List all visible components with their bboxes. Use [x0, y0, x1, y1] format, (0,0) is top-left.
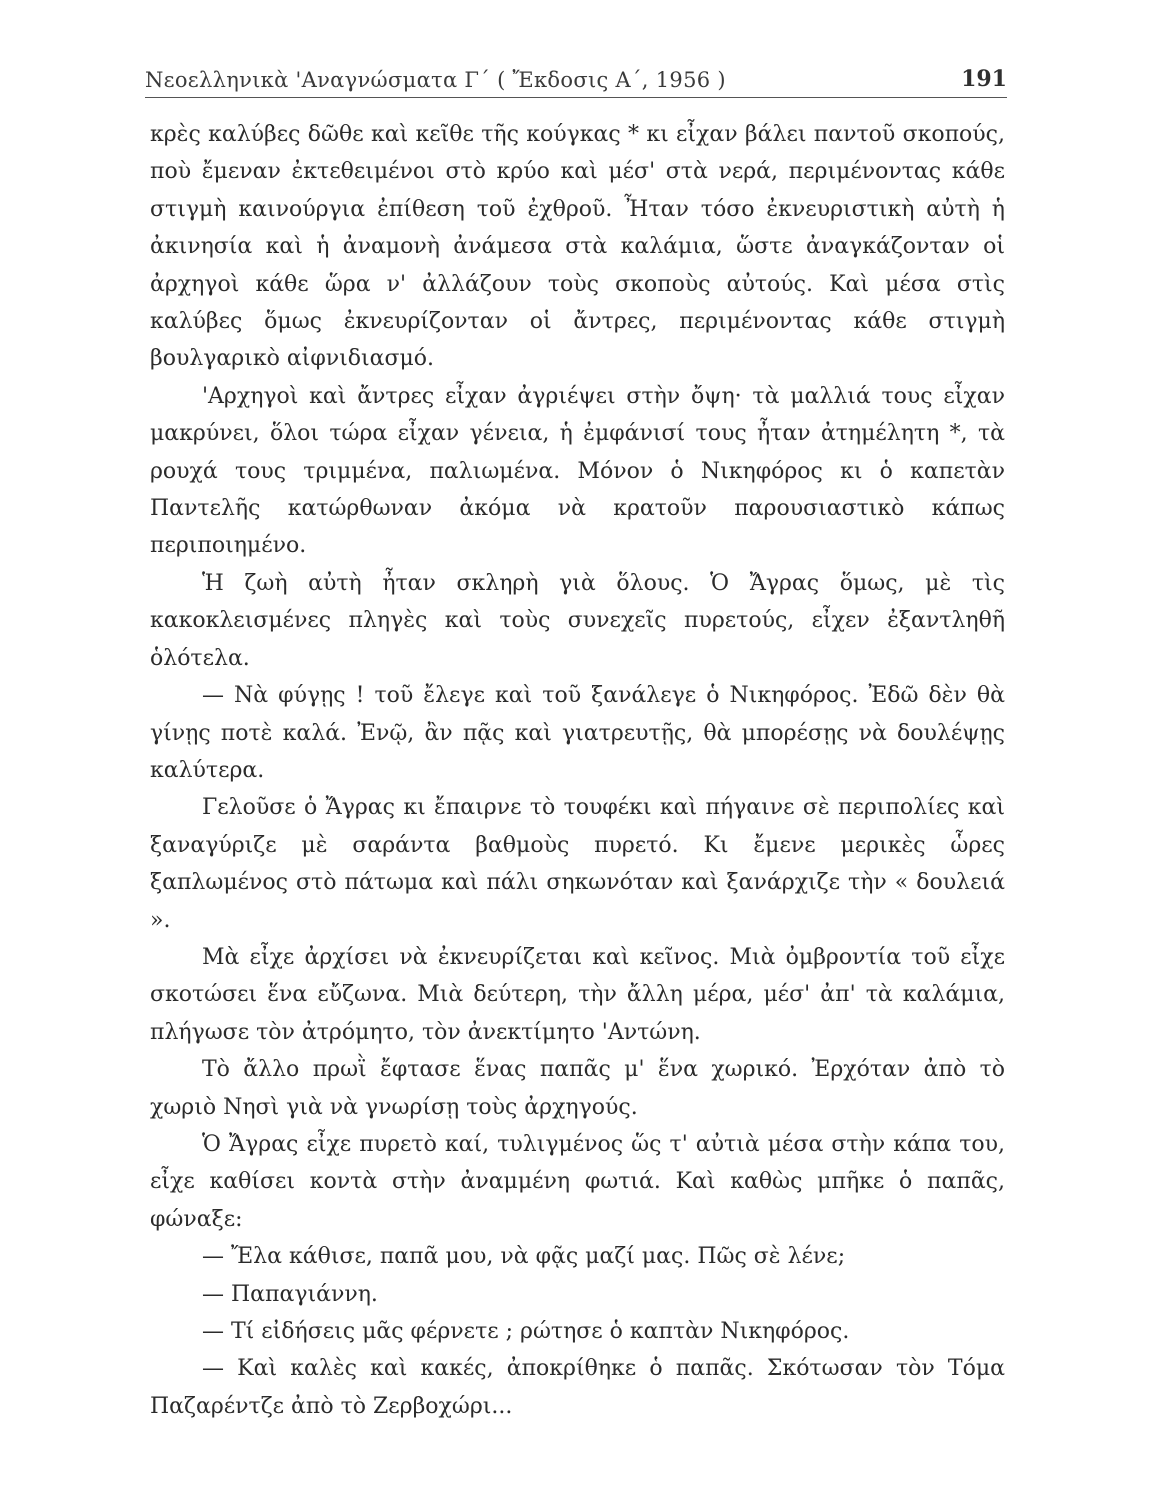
header-rule: [145, 97, 1007, 98]
paragraph-6: Τὸ ἄλλο πρωῒ ἔφτασε ἕνας παπᾶς μ' ἕνα χωρικό. Ἐρχόταν ἀπὸ τὸ χωριὸ Νησὶ γιὰ νὰ γνωρίσῃ τοὺς ἀρχηγούς.: [150, 1057, 1005, 1120]
dialog-line-2: — Ἔλα κάθισε, παπᾶ μου, νὰ φᾷς μαζί μας. Πῶς σὲ λένε;: [202, 1244, 846, 1270]
paragraph-7: Ὁ Ἄγρας εἶχε πυρετὸ καί, τυλιγμένος ὥς τ' αὐτιὰ μέσα στὴν κάπα του, εἶχε καθίσει κοντὰ στὴν ἀναμμένη φωτιά. Καὶ καθὼς μπῆκε ὁ παπᾶς, φώναξε:: [150, 1131, 1005, 1232]
paragraph-4: Γελοῦσε ὁ Ἄγρας κι ἔπαιρνε τὸ τουφέκι καὶ πήγαινε σὲ περιπολίες καὶ ξαναγύριζε μὲ σαράντα βαθμοὺς πυρετό. Κι ἔμενε μερικὲς ὧρες ξαπλωμένος στὸ πάτωμα καὶ πάλι σηκωνόταν καὶ ξανάρχιζε τὴν « δουλειά ».: [150, 795, 1005, 933]
body-text: [150, 116, 1005, 1425]
running-title: Νεοελληνικὰ 'Αναγνώσματα Γ΄ ( Ἔκδοσις Α΄, 1956 ): [145, 68, 726, 92]
paragraph-1: κρὲς καλύβες δῶθε καὶ κεῖθε τῆς κούγκας * κι εἶχαν βάλει παντοῦ σκοπούς, ποὺ ἔμεναν ἐκτεθειμένοι στὸ κρύο καὶ μέσ' στὰ νερά, περιμένοντας κάθε στιγμὴ καινούργια ἐπίθεση τοῦ ἐχθροῦ. Ἦταν τόσο ἐκνευριστικὴ αὐτὴ ἡ ἀκινησία καὶ ἡ ἀναμονὴ ἀνάμεσα στὰ καλάμια, ὥστε ἀναγκάζονταν οἱ ἀρχηγοὶ κάθε ὥρα ν' ἀλλάζουν τοὺς σκοποὺς αὐτούς. Καὶ μέσα στὶς καλύβες ὅμως ἐκνευρίζονταν οἱ ἄντρες, περιμένοντας κάθε στιγμὴ βουλγαρικὸ αἰφνιδιασμό.: [150, 122, 1005, 372]
paragraph-2: 'Αρχηγοὶ καὶ ἄντρες εἶχαν ἀγριέψει στὴν ὄψη· τὰ μαλλιά τους εἶχαν μακρύνει, ὅλοι τώρα εἶχαν γένεια, ἡ ἐμφάνισί τους ἦταν ἀτημέλητη *, τὰ ρουχά τους τριμμένα, παλιωμένα. Μόνον ὁ Νικηφόρος κι ὁ καπετὰν Παντελῆς κατώρθωναν ἀκόμα νὰ κρατοῦν παρουσιαστικὸ κάπως περιποιημένο.: [150, 383, 1005, 559]
paragraph-3: Ἡ ζωὴ αὐτὴ ἦταν σκληρὴ γιὰ ὅλους. Ὁ Ἄγρας ὅμως, μὲ τὶς κακοκλεισμένες πληγὲς καὶ τοὺς συνεχεῖς πυρετούς, εἶχεν ἐξαντληθῆ ὁλότελα.: [150, 570, 1005, 671]
running-head: [145, 58, 1007, 92]
dialog-line-4: — Τί εἰδήσεις μᾶς φέρνετε ; ρώτησε ὁ καπτὰν Νικηφόρος.: [202, 1319, 850, 1344]
dialog-line-3: — Παπαγιάννη.: [202, 1281, 378, 1307]
dialog-line-1: — Νὰ φύγῃς ! τοῦ ἔλεγε καὶ τοῦ ξανάλεγε ὁ Νικηφόρος. Ἐδῶ δὲν θὰ γίνῃς ποτὲ καλά. Ἐνῷ, ἂν πᾷς καὶ γιατρευτῇς, θὰ μπορέσῃς νὰ δουλέψῃς καλύτερα.: [150, 683, 1005, 783]
dialog-line-5: — Καὶ καλὲς καὶ κακές, ἀποκρίθηκε ὁ παπᾶς. Σκότωσαν τὸν Τόμα Παζαρέντζε ἀπὸ τὸ Ζερβοχώρι...: [150, 1356, 1005, 1419]
paragraph-5: Μὰ εἶχε ἀρχίσει νὰ ἐκνευρίζεται καὶ κεῖνος. Μιὰ ὀμβροντία τοῦ εἶχε σκοτώσει ἕνα εὔζωνα. Μιὰ δεύτερη, τὴν ἄλλη μέρα, μέσ' ἀπ' τὰ καλάμια, πλήγωσε τὸν ἀτρόμητο, τὸν ἀνεκτίμητο 'Αντώνη.: [150, 944, 1005, 1045]
page-number: 191: [961, 66, 1007, 92]
